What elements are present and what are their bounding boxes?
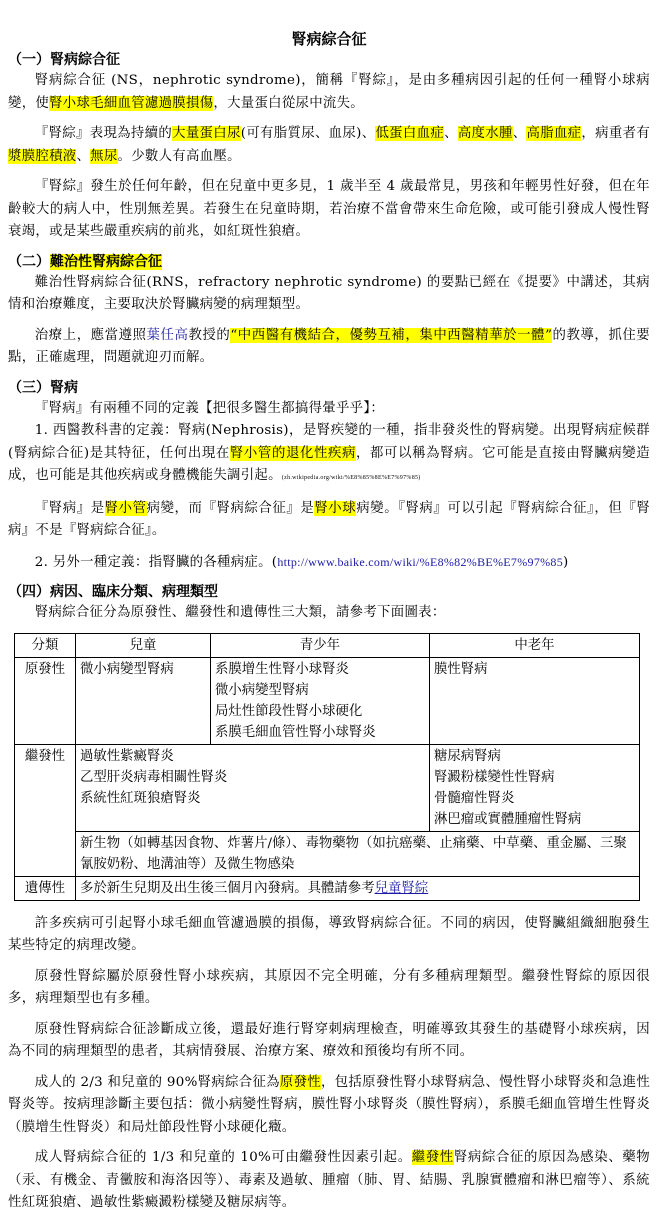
section-3-paragraph-2 xyxy=(8,420,650,490)
list-item: 糖尿病腎病 xyxy=(434,748,501,764)
table-row-secondary-note xyxy=(15,831,640,876)
text: 教授的 xyxy=(188,327,231,343)
table-row-secondary xyxy=(15,744,640,831)
list-item: 骨髓瘤性腎炎 xyxy=(434,790,515,806)
highlight: 腎小管的退化性疾病 xyxy=(229,445,357,461)
text: 多於新生兒期及出生後三個月內發病。具體請參考 xyxy=(80,880,375,896)
section-2-title: 難治性腎病綜合征 xyxy=(50,253,162,270)
text: 。少數人有高血壓。 xyxy=(117,148,241,164)
section-4-paragraph-2: 原發性腎綜屬於原發性腎小球疾病，其原因不完全明確，分有多種病理類型。繼發性腎綜的原因很多，病理類型也有多種。 xyxy=(8,968,650,1006)
text: 病變。『腎病』可以引起『腎病綜合征』，但『腎病』不是『腎病綜合征』。 xyxy=(8,500,651,538)
section-2-paragraph-1: 難治性腎病綜合征(RNS，refractory nephrotic syndrome) 的要點已經在《提要》中講述，其病情和治療難度，主要取決於腎臟病變的病理類型。 xyxy=(8,274,650,312)
table-header: 分類 xyxy=(15,633,76,657)
table-cell xyxy=(76,876,640,900)
table-cell-category: 遺傳性 xyxy=(15,876,76,900)
text: (可有脂質尿、血尿)、 xyxy=(240,126,376,141)
highlight: 腎小球毛細血管濾過膜損傷 xyxy=(49,95,214,111)
section-3-paragraph-4 xyxy=(8,551,650,575)
text: 的教導，抓住要點，正確處理，問題就迎刃而解。 xyxy=(8,327,650,365)
text: 、 xyxy=(76,148,91,164)
text: 治療上，應當遵照 xyxy=(34,327,147,343)
section-2-number: （二） xyxy=(8,253,50,270)
highlight: 低蛋白血症 xyxy=(375,126,445,141)
baike-link[interactable]: http://www.baike.com/wiki/%E8%82%BE%E7%97%85 xyxy=(277,554,564,569)
highlight: 大量蛋白尿 xyxy=(172,126,241,141)
section-4-intro: 腎病綜合征分為原發性、繼發性和遺傳性三大類，請參考下面圖表： xyxy=(34,605,446,620)
highlight: 繼發性 xyxy=(411,1150,454,1165)
table-header: 兒童 xyxy=(76,633,211,657)
text: 腎病綜合征 (NS，nephrotic syndrome)，簡稱『腎綜』，是由多種病因引起的任何一種腎小球病變，使 xyxy=(8,73,650,111)
section-1-heading xyxy=(8,50,650,70)
text: 病變，而『腎病綜合征』是 xyxy=(146,500,315,516)
text: ，病重者有 xyxy=(581,126,651,141)
section-4-paragraph-1: 許多疾病可引起腎小球毛細血管濾過膜的損傷，導致腎病綜合征。不同的病因，使腎臟組織細胞發生某些特定的病理改變。 xyxy=(8,915,650,953)
text: 成人的 2/3 和兒童的 90%腎病綜合征為 xyxy=(34,1074,280,1090)
table-header: 中老年 xyxy=(430,633,640,657)
text: 2. 另外一種定義：指腎臟的各種病症。( xyxy=(34,554,278,570)
table-row-hereditary xyxy=(15,876,640,900)
list-item: 系膜毛細血管性腎小球腎炎 xyxy=(215,724,376,740)
section-3-paragraph-1: 『腎病』有兩種不同的定義【把很多醫生都搞得暈乎乎】： xyxy=(34,400,385,416)
section-4-number: （四） xyxy=(8,584,50,600)
table-header-row xyxy=(15,633,640,657)
text: 、 xyxy=(444,126,458,141)
text: ，大量蛋白從尿中流失。 xyxy=(213,95,364,111)
table-cell: 微小病變型腎病 xyxy=(76,657,211,744)
text: 『腎綜』表現為持續的 xyxy=(34,126,173,141)
document-title: 腎病綜合征 xyxy=(291,30,367,48)
table-cell xyxy=(76,744,430,831)
highlight: 高度水腫 xyxy=(457,126,513,141)
section-3-number: （三） xyxy=(8,379,50,396)
table-header: 青少年 xyxy=(211,633,430,657)
section-1-title: 腎病綜合征 xyxy=(50,52,120,68)
section-3-title: 腎病 xyxy=(50,379,78,396)
text: 腎病綜合征的原因為感染、藥物（汞、有機金、青黴胺和海洛因等）、毒素及過敏、腫瘤（肺、胃、結腸、乳腺實體瘤和淋巴瘤等）、系統性紅斑狼瘡、過敏性紫癜澱粉樣變及糖尿病等。 xyxy=(8,1150,650,1210)
table-cell xyxy=(211,657,430,744)
person-name: 葉任高 xyxy=(146,327,189,343)
highlight: 無尿 xyxy=(90,148,118,164)
highlight: 腎小球 xyxy=(314,500,357,516)
section-2-paragraph-2 xyxy=(8,325,650,370)
section-4-paragraph-5 xyxy=(8,1147,650,1215)
section-4-heading xyxy=(8,582,650,602)
document-page xyxy=(8,0,650,1215)
text: ) xyxy=(563,554,569,570)
table-cell xyxy=(430,744,640,831)
highlight: 漿膜腔積液 xyxy=(8,148,77,164)
text: ，包括原發性腎小球腎病急、慢性腎小球腎炎和急進性腎炎等。按病理診斷主要包括：微小病變性腎病，膜性腎小球腎炎（膜性腎病），系膜毛細血管增生性腎炎（膜增生性腎炎）和局灶節段性腎小球硬化癥。 xyxy=(8,1074,651,1135)
section-1-number: （一） xyxy=(8,52,50,68)
highlight-quote: “中西醫有機結合，優勢互補，集中西醫精華於一體” xyxy=(230,327,553,343)
highlight: 原發性 xyxy=(279,1074,322,1090)
list-item: 過敏性紫癜腎炎 xyxy=(80,748,174,764)
source-citation: (zh.wikipedia.org/wiki/%E8%85%8E%E7%97%85) xyxy=(281,475,421,481)
list-item: 局灶性節段性腎小球硬化 xyxy=(215,703,363,719)
section-1-paragraph-1 xyxy=(8,70,650,115)
classification-table xyxy=(14,633,640,901)
list-item: 腎澱粉樣變性性腎病 xyxy=(434,769,555,785)
highlight: 高脂血症 xyxy=(526,126,582,141)
text: 成人腎病綜合征的 1/3 和兒童的 10%可由繼發性因素引起。 xyxy=(34,1150,412,1165)
section-1-paragraph-3: 『腎綜』發生於任何年齡，但在兒童中更多見，1 歲半至 4 歲最常見，男孩和年輕男性好發，但在年齡較大的病人中，性別無差異。若發生在兒童時期，若治療不當會帶來生命危險，或可能引發成人慢性腎衰竭，或是某些嚴重疾病的前兆，如紅斑性狼瘡。 xyxy=(8,179,650,239)
list-item: 乙型肝炎病毒相關性腎炎 xyxy=(80,769,228,785)
table-cell-note: 新生物（如轉基因食物、炸薯片/條）、毒物藥物（如抗癌藥、止痛藥、中草藥、重金屬、三聚氰胺奶粉、地溝油等）及微生物感染 xyxy=(76,831,640,876)
child-nephrotic-link[interactable]: 兒童腎綜 xyxy=(374,880,429,896)
table-row-primary xyxy=(15,657,640,744)
section-4-paragraph-4 xyxy=(8,1072,650,1140)
table-cell-category: 原發性 xyxy=(15,657,76,744)
section-4-title: 病因、臨床分類、病理類型 xyxy=(50,584,218,600)
text: 、 xyxy=(512,126,527,141)
section-3-paragraph-3 xyxy=(8,498,650,543)
section-3-heading xyxy=(8,378,650,398)
highlight: 腎小管 xyxy=(104,500,147,516)
list-item: 系膜增生性腎小球腎炎 xyxy=(215,661,349,677)
table-cell: 膜性腎病 xyxy=(430,657,640,744)
text: 1. 西醫教科書的定義：腎病(Nephrosis)，是腎疾變的一種，指非發炎性的腎病變。出現腎病症候群(腎病綜合征)是其特征，任何出現在 xyxy=(8,423,650,461)
list-item: 淋巴瘤或實體腫瘤性腎病 xyxy=(434,811,582,827)
table-cell-category: 繼發性 xyxy=(15,744,76,876)
text: ，都可以稱為腎病。它可能是直接由腎臟病變造成，也可能是其他疾病或身體機能失調引起。 xyxy=(8,445,650,483)
text: 『腎病』是 xyxy=(34,500,105,516)
list-item: 微小病變型腎病 xyxy=(215,682,309,698)
list-item: 系統性紅斑狼瘡腎炎 xyxy=(80,790,201,806)
section-1-paragraph-2 xyxy=(8,123,650,168)
section-4-paragraph-3: 原發性腎病綜合征診斷成立後，還最好進行腎穿刺病理檢查，明確導致其發生的基礎腎小球疾病，因為不同的病理類型的患者，其病情發展、治療方案、療效和預後均有所不同。 xyxy=(8,1021,650,1059)
section-2-heading xyxy=(8,252,650,272)
